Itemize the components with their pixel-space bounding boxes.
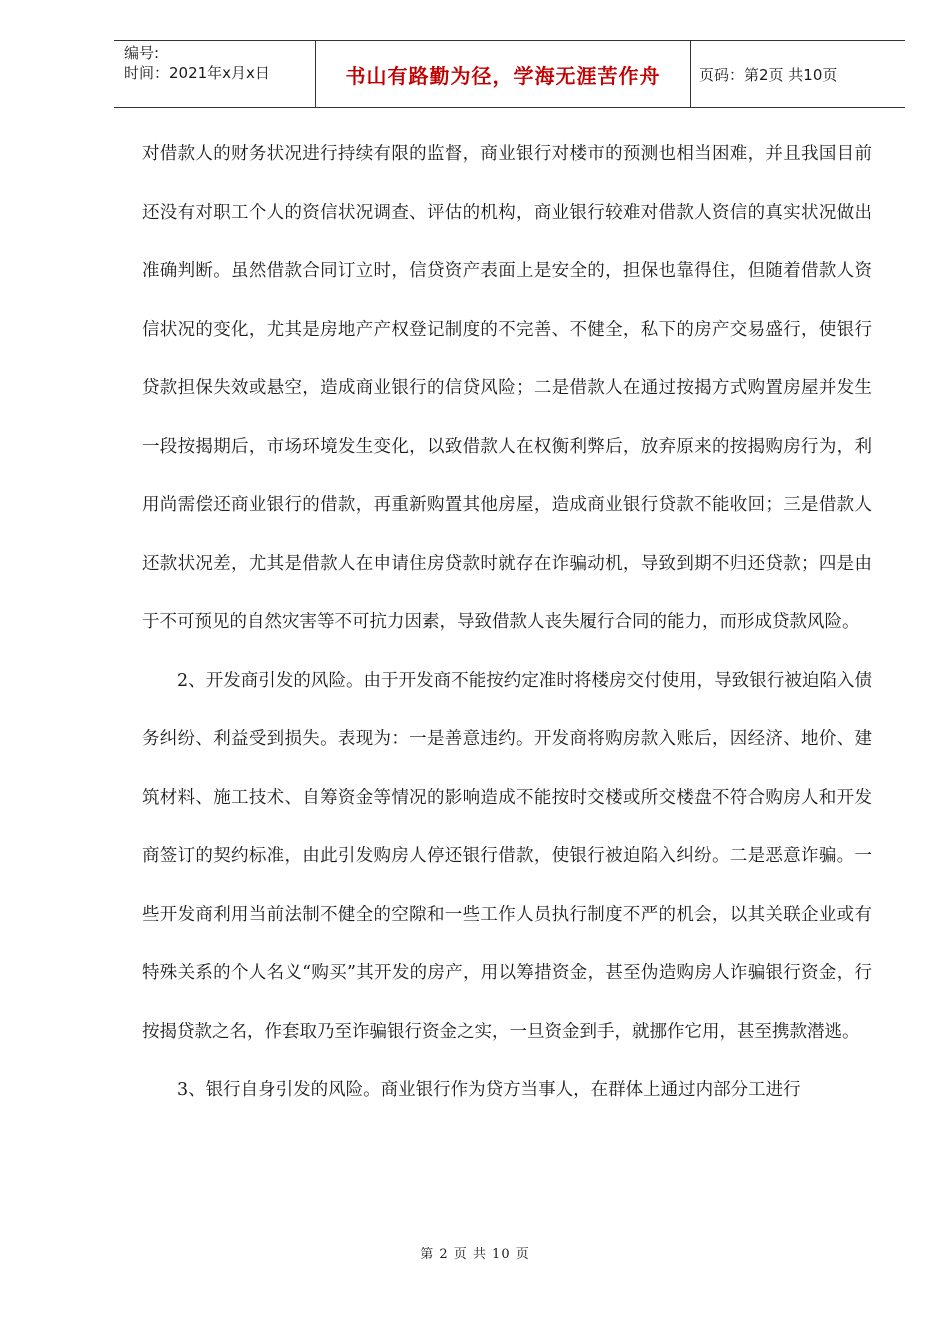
document-time-label: 时间：2021年x月x日: [124, 64, 270, 82]
header-motto: 书山有路勤为径，学海无涯苦作舟: [316, 41, 691, 107]
document-body: [142, 125, 872, 1120]
header-page-label: 页码：第2页 共10页: [699, 65, 838, 84]
document-number-label: 编号:: [124, 44, 160, 62]
body-paragraph-1: 对借款人的财务状况进行持续有限的监督，商业银行对楼市的预测也相当困难，并且我国目前还没有对职工个人的资信状况调查、评估的机构，商业银行较难对借款人资信的真实状况做出准确判断。虽然借款合同订立时，信贷资产表面上是安全的，担保也靠得住，但随着借款人资信状况的变化，尤其是房地产产权登记制度的不完善、不健全，私下的房产交易盛行，使银行贷款担保失效或悬空，造成商业银行的信贷风险；二是借款人在通过按揭方式购置房屋并发生一段按揭期后，市场环境发生变化，以致借款人在权衡利弊后，放弃原来的按揭购房行为，利用尚需偿还商业银行的借款，再重新购置其他房屋，造成商业银行贷款不能收回；三是借款人还款状况差，尤其是借款人在申请住房贷款时就存在诈骗动机，导致到期不归还贷款；四是由于不可预见的自然灾害等不可抗力因素，导致借款人丧失履行合同的能力，而形成贷款风险。: [142, 144, 872, 632]
header-meta-cell: [114, 41, 316, 107]
document-header: [114, 40, 905, 108]
body-paragraph-2: 2、开发商引发的风险。由于开发商不能按约定准时将楼房交付使用，导致银行被迫陷入债务纠纷、利益受到损失。表现为：一是善意违约。开发商将购房款入账后，因经济、地价、建筑材料、施工技术、自筹资金等情况的影响造成不能按时交楼或所交楼盘不符合购房人和开发商签订的契约标准，由此引发购房人停还银行借款，使银行被迫陷入纠纷。二是恶意诈骗。一些开发商利用当前法制不健全的空隙和一些工作人员执行制度不严的机会，以其关联企业或有特殊关系的个人名义“购买”其开发的房产，用以筹措资金，甚至伪造购房人诈骗银行资金，行按揭贷款之名，作套取乃至诈骗银行资金之实，一旦资金到手，就挪作它用，甚至携款潜逃。: [142, 670, 872, 1042]
page-footer: 第 2 页 共 10 页: [420, 1247, 530, 1262]
body-paragraph-3: 3、银行自身引发的风险。商业银行作为贷方当事人，在群体上通过内部分工进行: [177, 1080, 801, 1100]
